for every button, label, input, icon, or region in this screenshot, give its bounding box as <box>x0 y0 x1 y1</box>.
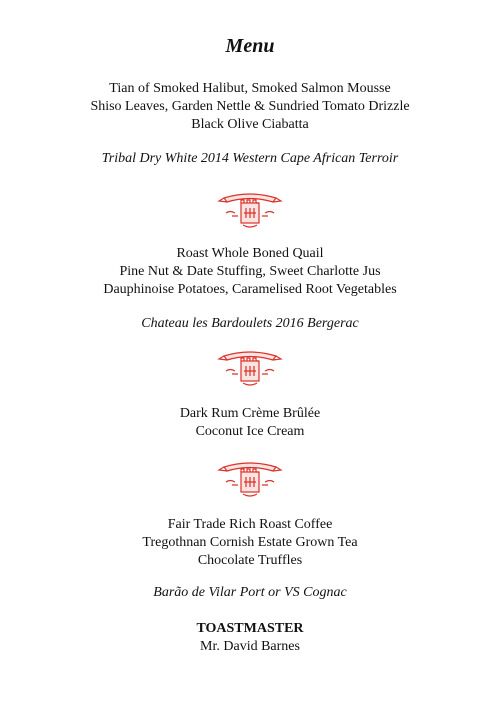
course-line: Black Olive Ciabatta <box>191 117 309 132</box>
course-line: Coconut Ice Cream <box>195 424 305 439</box>
course-line: Dauphinoise Potatoes, Caramelised Root Vegetables <box>103 282 397 297</box>
course-line: Roast Whole Boned Quail <box>176 246 324 261</box>
course-line: Chocolate Truffles <box>197 553 303 568</box>
course-dessert <box>0 405 500 441</box>
course-line: Tregothnan Cornish Estate Grown Tea <box>142 535 358 550</box>
wine-starter: Tribal Dry White 2014 Western Cape African Terroir <box>101 151 399 166</box>
course-line: Fair Trade Rich Roast Coffee <box>167 517 333 532</box>
crest-emblem-icon <box>210 346 290 388</box>
course-line: Shiso Leaves, Garden Nettle & Sundried Tomato Drizzle <box>90 99 410 114</box>
toastmaster-heading: TOASTMASTER <box>196 621 304 636</box>
course-line: Pine Nut & Date Stuffing, Sweet Charlotte Jus <box>119 264 381 279</box>
crest-emblem-icon <box>210 188 290 230</box>
crest-emblem-icon <box>210 457 290 499</box>
course-coffee <box>0 516 500 570</box>
menu-title: Menu <box>225 35 275 57</box>
wine-digestif: Barão de Vilar Port or VS Cognac <box>153 585 347 600</box>
course-starter <box>0 80 500 134</box>
toastmaster-name: Mr. David Barnes <box>200 639 300 654</box>
wine-main: Chateau les Bardoulets 2016 Bergerac <box>141 316 359 331</box>
course-line: Dark Rum Crème Brûlée <box>179 406 321 421</box>
course-line: Tian of Smoked Halibut, Smoked Salmon Mousse <box>109 81 391 96</box>
course-main <box>0 245 500 299</box>
